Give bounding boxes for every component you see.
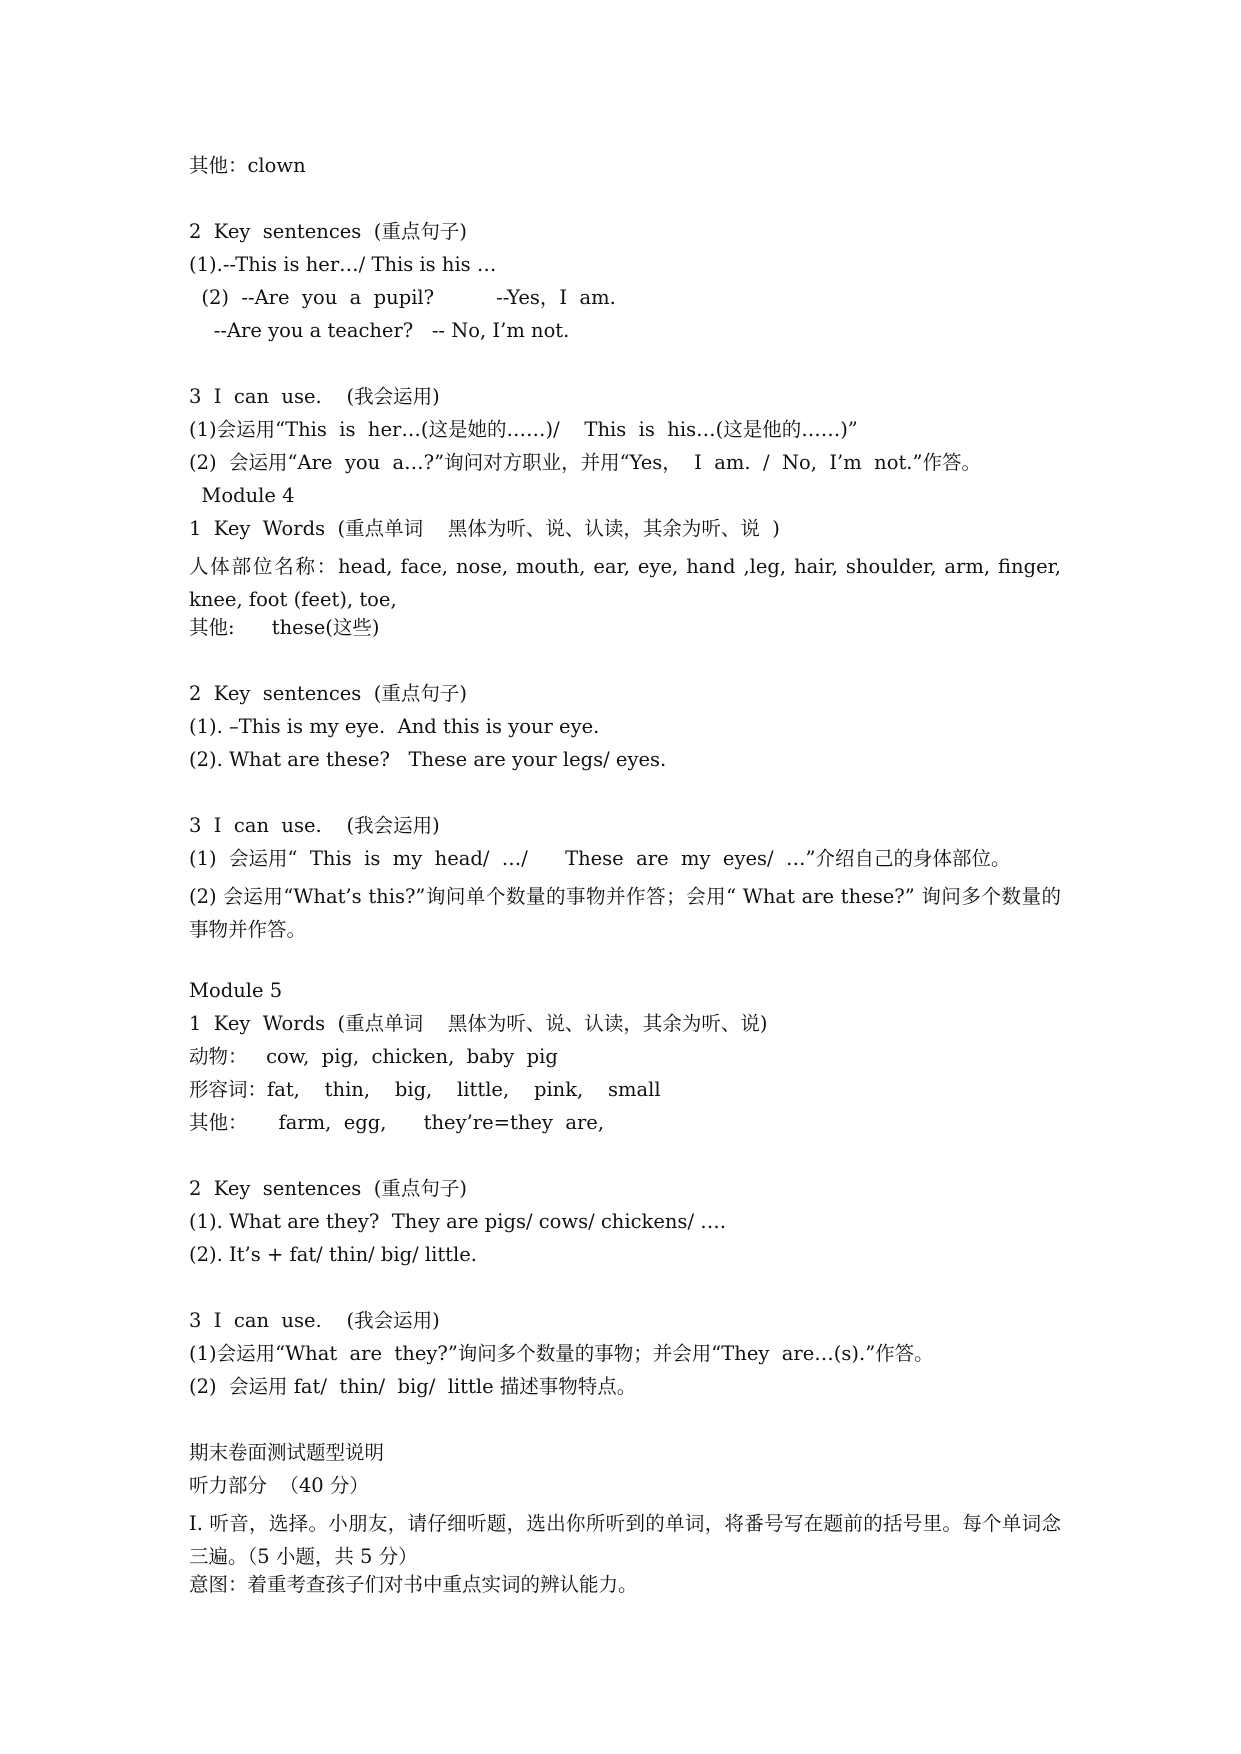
text-line: 2 Key sentences (重点句子) xyxy=(189,682,467,705)
text-line: (2) 会运用“Are you a…?”询问对方职业，并用“Yes， I am. / No, I’m not.”作答。 xyxy=(189,451,981,474)
text-line: 人体部位名称：head, face, nose, mouth, ear, eye, hand ,leg, hair, shoulder, arm, finger, knee, foot (feet), toe, xyxy=(189,555,1061,611)
text-line: 其他： farm, egg, they’re=they are, xyxy=(189,1111,605,1134)
text-line: 3 I can use. (我会运用) xyxy=(189,1309,440,1332)
text-line: 其他: these(这些) xyxy=(189,616,380,639)
text-line: 动物： cow, pig, chicken, baby pig xyxy=(189,1045,558,1068)
text-line: (1) 会运用“ This is my head/ …/ These are my eyes/ …”介绍自己的身体部位。 xyxy=(189,847,1011,870)
text-line: 听力部分 （40 分） xyxy=(189,1474,369,1497)
text-line: 意图：着重考查孩子们对书中重点实词的辨认能力。 xyxy=(189,1573,638,1596)
text-line: --Are you a teacher? -- No, I’m not. xyxy=(189,319,570,342)
text-line: (2) 会运用“What’s this?”询问单个数量的事物并作答；会用“ What are these?” 询问多个数量的事物并作答。 xyxy=(189,885,1061,941)
text-line: (1)会运用“What are they?”询问多个数量的事物；并会用“They are…(s).”作答。 xyxy=(189,1342,934,1365)
text-line: 期末卷面测试题型说明 xyxy=(189,1441,385,1464)
text-line: 2 Key sentences (重点句子) xyxy=(189,1177,467,1200)
text-line: 2 Key sentences (重点句子) xyxy=(189,220,467,243)
text-line: (2) --Are you a pupil? --Yes，I am. xyxy=(189,286,616,309)
text-line: (2). What are these? These are your legs/ eyes. xyxy=(189,748,667,771)
text-line: Module 4 xyxy=(189,484,295,507)
text-line: (1).--This is her…/ This is his … xyxy=(189,253,497,276)
text-line: 形容词：fat, thin, big, little, pink, small xyxy=(189,1078,661,1101)
text-line: 3 I can use. (我会运用) xyxy=(189,814,440,837)
text-line: Module 5 xyxy=(189,979,283,1002)
text-line: (1)会运用“This is her…(这是她的……)/ This is his…(这是他的……)” xyxy=(189,418,858,441)
text-line: (1). What are they? They are pigs/ cows/ chickens/ …. xyxy=(189,1210,726,1233)
text-line: 1 Key Words (重点单词 黑体为听、说、认读，其余为听、说 ) xyxy=(189,517,780,540)
text-line: (1). –This is my eye. And this is your eye. xyxy=(189,715,600,738)
text-line: 3 I can use. (我会运用) xyxy=(189,385,440,408)
text-line: 其他：clown xyxy=(189,154,306,177)
text-line: (2) 会运用 fat/ thin/ big/ little 描述事物特点。 xyxy=(189,1375,637,1398)
text-line: (2). It’s + fat/ thin/ big/ little. xyxy=(189,1243,477,1266)
text-line: 1 Key Words (重点单词 黑体为听、说、认读，其余为听、说) xyxy=(189,1012,768,1035)
text-line: I. 听音，选择。小朋友，请仔细听题，选出你所听到的单词，将番号写在题前的括号里。每个单词念三遍。（5 小题，共 5 分） xyxy=(189,1512,1061,1568)
